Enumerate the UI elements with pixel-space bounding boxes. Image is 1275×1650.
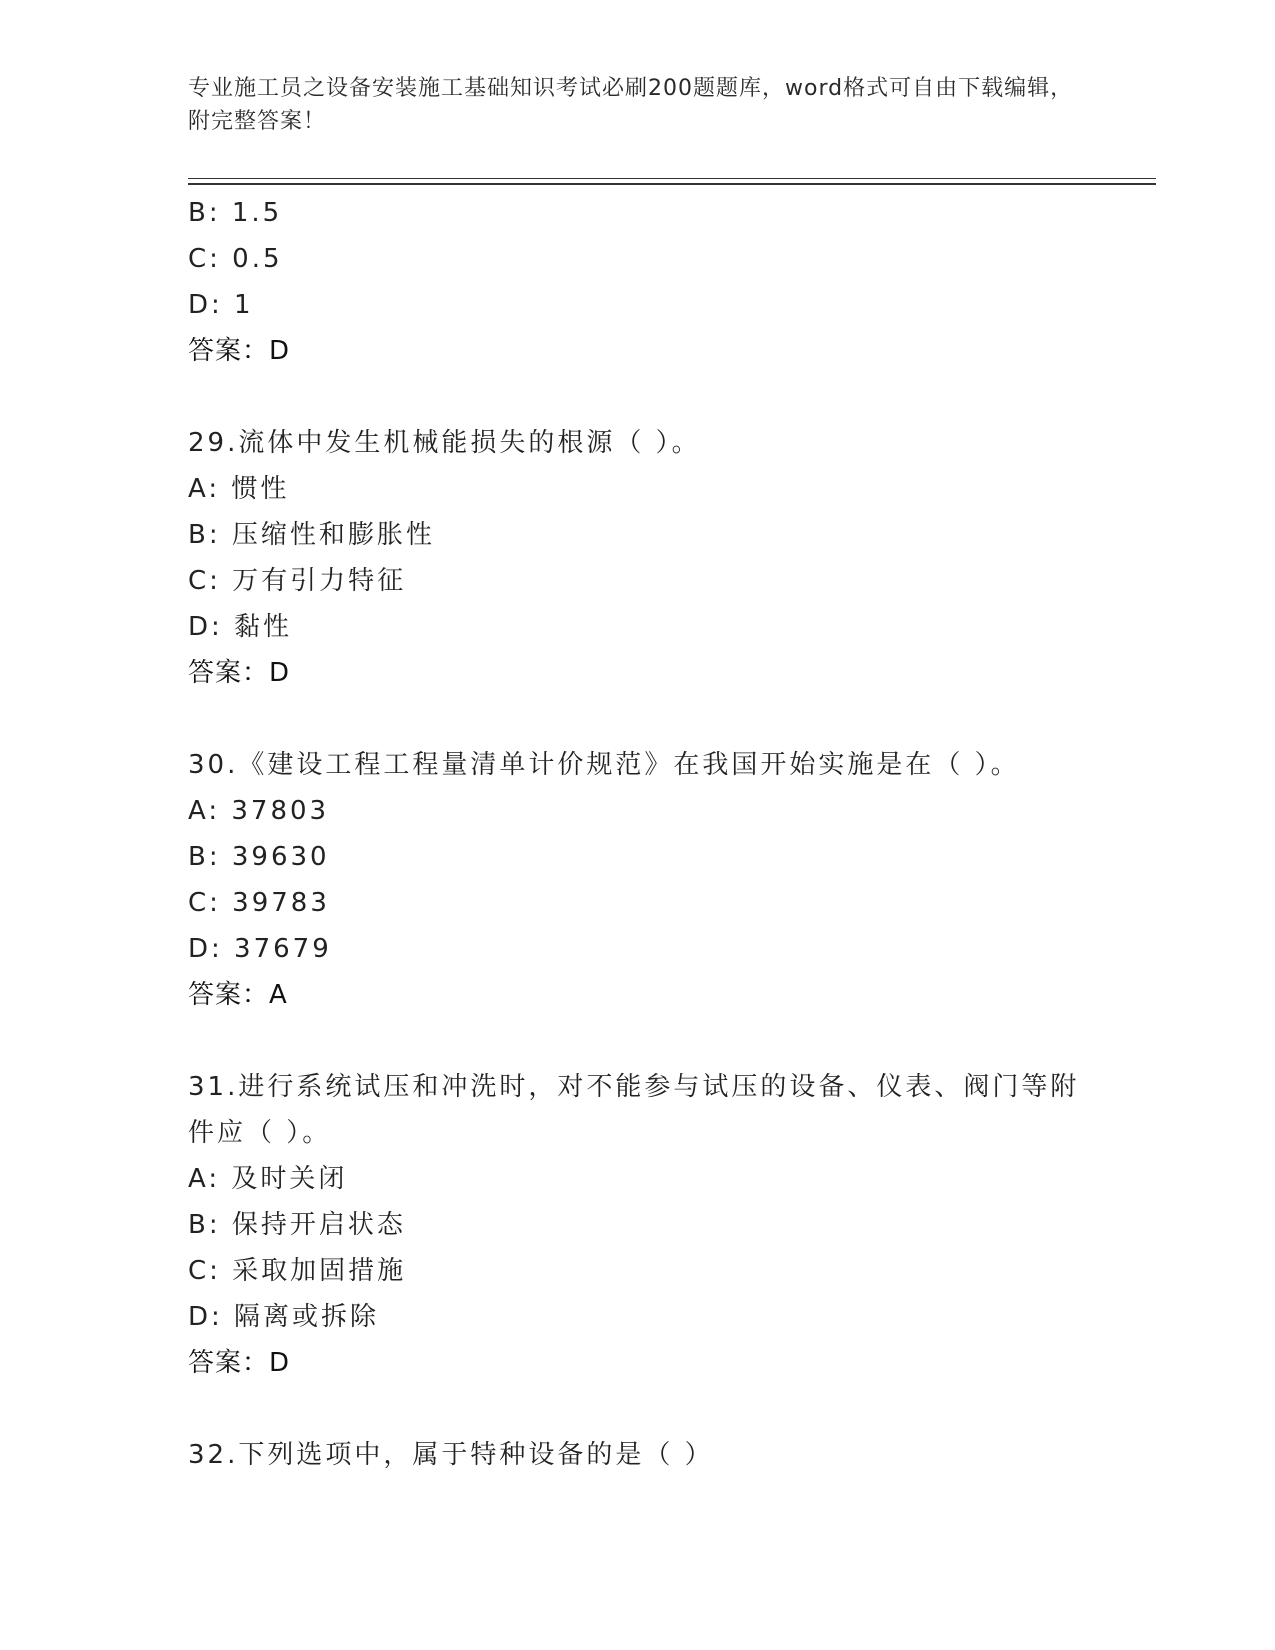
option-d: D: 隔离或拆除 (188, 1302, 380, 1332)
option-d: D: 37679 (188, 934, 332, 964)
option-a: A: 惯性 (188, 474, 290, 504)
answer: 答案：D (188, 658, 291, 688)
option-d: D: 黏性 (188, 612, 293, 642)
answer: 答案：D (188, 1348, 291, 1378)
option-c: C: 39783 (188, 888, 330, 918)
option-a: A: 37803 (188, 796, 330, 826)
header-rule-thin (188, 178, 1156, 179)
question-text: 30.《建设工程工程量清单计价规范》在我国开始实施是在（ ）。 (188, 750, 1020, 780)
question-32 (188, 1432, 1088, 1478)
option-b: B: 1.5 (188, 198, 283, 228)
option-b: B: 39630 (188, 842, 330, 872)
prev-question-block (188, 190, 1088, 374)
option-b: B: 压缩性和膨胀性 (188, 520, 435, 550)
document-header: 专业施工员之设备安装施工基础知识考试必刷200题题库，word格式可自由下载编辑，附完整答案！ (188, 76, 1074, 134)
question-31 (188, 1064, 1088, 1386)
option-d: D: 1 (188, 290, 254, 320)
answer: 答案：A (188, 980, 288, 1010)
question-text: 32.下列选项中，属于特种设备的是（ ） (188, 1440, 714, 1470)
option-c: C: 采取加固措施 (188, 1256, 407, 1286)
answer: 答案：D (188, 336, 291, 366)
question-29 (188, 420, 1088, 696)
question-30 (188, 742, 1088, 1018)
option-b: B: 保持开启状态 (188, 1210, 406, 1240)
option-a: A: 及时关闭 (188, 1164, 348, 1194)
question-text: 31.进行系统试压和冲洗时，对不能参与试压的设备、仪表、阀门等附件应（ ）。 (188, 1072, 1080, 1148)
question-text: 29.流体中发生机械能损失的根源（ ）。 (188, 428, 701, 458)
option-c: C: 0.5 (188, 244, 283, 274)
question-list (188, 190, 1088, 1478)
option-c: C: 万有引力特征 (188, 566, 407, 596)
header-rule-thick (188, 183, 1156, 185)
